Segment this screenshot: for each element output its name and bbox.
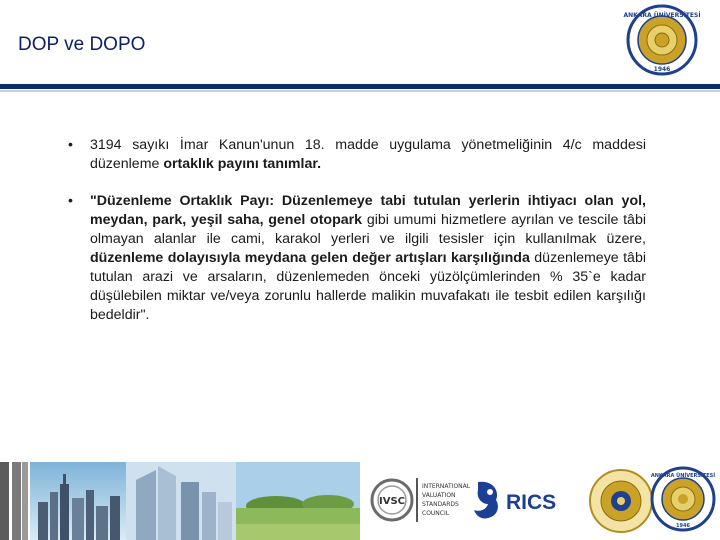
logo-year: 1946 <box>653 66 671 73</box>
rics-label: RICS <box>506 491 557 514</box>
countryside-photo <box>236 462 360 540</box>
bullet-1-text-b: ortaklık payını tanımlar. <box>163 156 322 172</box>
ivsc-logo <box>368 472 471 528</box>
bullet-symbol: • <box>68 193 73 209</box>
logo-text: ANKARA ÜNİVERSİTESİ <box>623 12 701 19</box>
bullet-2-text-b: gibi umumi hizmetlere ayrılan ve tescile tâbi olmayan alanlar ile cami, karakol yerleri ve ilgili tesisler için kullanılmak üzere, <box>90 212 646 247</box>
glass-towers-photo <box>126 462 236 540</box>
ankara-university-logo <box>623 4 701 76</box>
bullet-2-text-c: düzenleme dolayısıyla meydana gelen değer artışları karşılığında <box>90 250 530 266</box>
bullet-list <box>68 136 646 343</box>
ivsc-caption-1: INTERNATIONAL <box>422 483 471 490</box>
bullet-2-text-d: düzenlemeye tâbi tutulan arazi ve arsaların, düzenlemeden önceki yüzölçümlerinden % 35`e kadar düşülebilen miktar ve/veya zorunlu hallerde malikin muvafakatı ile tesbit edilen karşılığı bedeldir". <box>90 250 646 323</box>
header-divider-light <box>0 90 720 92</box>
header-divider <box>0 84 720 89</box>
partner-logos <box>360 462 720 540</box>
ivsc-caption-3: STANDARDS <box>422 501 459 508</box>
seal-year: 1946 <box>676 523 690 529</box>
rics-logo <box>470 476 576 524</box>
bullet-symbol: • <box>68 137 73 153</box>
bullet-1-text-a: 3194 sayıkı İmar Kanun'unun 18. madde uygulama yönetmeliğinin 4/c maddesi düzenleme <box>90 137 646 172</box>
bullet-2-text-a: "Düzenleme Ortaklık Payı: Düzenlemeye tabi tutulan yerlerin ihtiyacı olan yol, meydan, park, yeşil saha, genel otopark <box>90 193 646 228</box>
footer-band <box>0 462 720 540</box>
seal-text: ANKARA ÜNİVERSİTESİ <box>650 473 716 479</box>
page-title: DOP ve DOPO <box>18 34 146 55</box>
ivsc-caption-2: VALUATION <box>422 492 456 499</box>
bullet-item-1 <box>68 136 646 174</box>
university-seal-gold <box>588 468 654 534</box>
city-skyline-photo <box>30 462 126 540</box>
ivsc-caption-4: COUNCIL <box>422 510 450 517</box>
ankara-university-seal <box>650 466 716 532</box>
footer-stripes <box>0 462 30 540</box>
ivsc-label: IVSC <box>378 496 406 507</box>
bullet-item-2 <box>68 192 646 325</box>
